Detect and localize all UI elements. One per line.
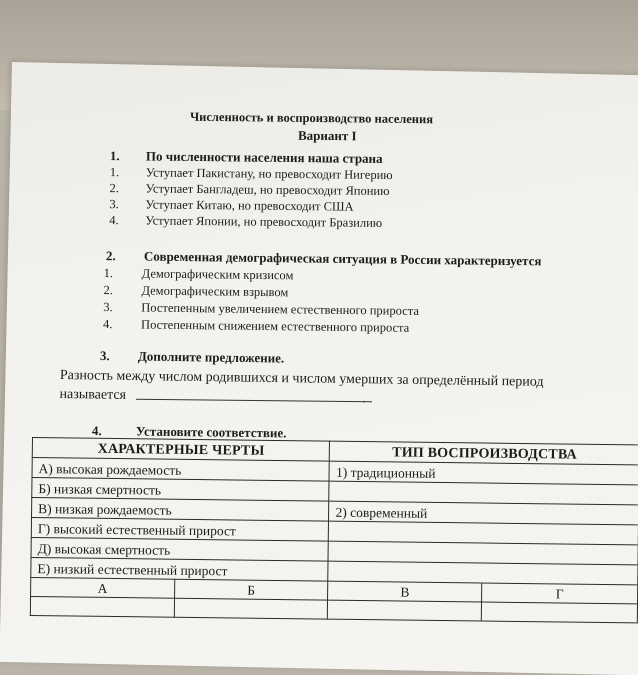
question-4-text: Установите соответствие. (135, 423, 287, 441)
question-3-body (59, 366, 543, 411)
question-1-number: 1. (109, 148, 120, 164)
q2-option-text: Демографическим кризисом (141, 266, 294, 283)
type-cell: 1) традиционный (329, 461, 638, 485)
answer-input-cell[interactable] (30, 596, 174, 617)
characteristic-cell: Е) низкий естественный прирост (31, 557, 329, 581)
characteristic-cell: Б) низкая смертность (32, 478, 330, 502)
answer-input-cell[interactable] (328, 600, 482, 621)
answer-header-cell: В (328, 581, 482, 602)
characteristic-cell: В) низкая рождаемость (32, 498, 330, 522)
q1-option-number: 4. (109, 213, 119, 228)
q1-option-number: 3. (109, 197, 119, 212)
q2-option-number: 4. (103, 317, 113, 332)
question-2-text: Современная демографическая ситуация в России характеризуется (143, 248, 542, 269)
q1-option-text: Уступает Пакистану, но превосходит Нигерию (145, 165, 393, 183)
q2-option-number: 2. (103, 283, 113, 298)
header-characteristics: ХАРАКТЕРНЫЕ ЧЕРТЫ (32, 438, 330, 462)
question-1-text: По численности населения наша страна (145, 148, 383, 166)
q2-option-number: 1. (103, 266, 114, 281)
q1-option-text: Уступает Китаю, но превосходит США (145, 197, 354, 214)
q1-option-text: Уступает Японии, но превосходит Бразилию (145, 213, 383, 230)
answer-header-cell: Г (482, 583, 638, 604)
q3-sentence-start: называется (59, 386, 127, 403)
question-2-number: 2. (105, 248, 116, 264)
answer-header-cell: А (31, 577, 175, 598)
q3-sentence-line-1: Разность между числом родившихся и числом умерших за определённый период (59, 367, 544, 390)
question-4-number: 4. (91, 423, 102, 439)
q1-option-text: Уступает Бангладеш, но превосходит Японию (145, 181, 390, 199)
question-3-number: 3. (99, 348, 110, 364)
q2-option-text: Постепенным снижением естественного прироста (141, 317, 410, 335)
q2-option-number: 3. (103, 300, 113, 315)
header-reproduction-type: ТИП ВОСПРОИЗВОДСТВА (330, 441, 638, 465)
q2-option-text: Демографическим взрывом (141, 283, 289, 300)
characteristic-cell: Д) высокая смертность (31, 537, 329, 561)
answer-input-cell[interactable] (174, 598, 328, 619)
q1-option-number: 2. (109, 181, 120, 196)
answer-header-cell: Б (174, 579, 328, 600)
type-cell: 2) современный (329, 501, 638, 525)
q1-option-number: 1. (109, 165, 120, 180)
q3-sentence-end: . (361, 391, 366, 407)
characteristic-cell: А) высокая рождаемость (32, 458, 330, 482)
characteristic-cell: Г) высокий естественный прирост (31, 518, 329, 542)
worksheet-title: Численность и воспроизводство населения (189, 109, 434, 127)
matching-table (30, 437, 638, 623)
answer-input-cell[interactable] (481, 602, 637, 623)
variant-label: Вариант I (297, 127, 357, 144)
q2-option-text: Постепенным увеличением естественного прироста (141, 300, 420, 318)
question-3-text: Дополните предложение. (137, 348, 285, 366)
